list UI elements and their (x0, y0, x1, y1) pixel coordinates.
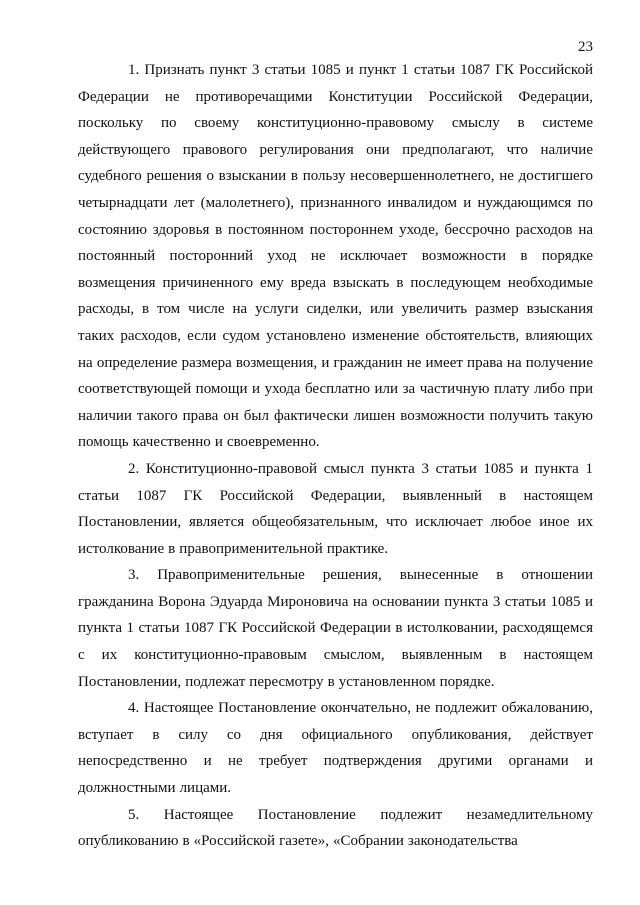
paragraph-3: 3. Правоприменительные решения, вынесенные в отношении гражданина Ворона Эдуарда Мироновича на основании пункта 3 статьи 1085 и пункта 1 статьи 1087 ГК Российской Федерации в истолковании, расходящемся с их конституционно-правовым смыслом, выявленным в настоящем Постановлении, подлежат пересмотру в установленном порядке. (78, 567, 593, 690)
page-number: 23 (578, 39, 593, 55)
paragraph-5: 5. Настоящее Постановление подлежит незамедлительному опубликованию в «Российской газете», «Собрании законодательства (78, 806, 593, 850)
paragraph-4: 4. Настоящее Постановление окончательно, не подлежит обжалованию, вступает в силу со дня официального опубликования, действует непосредственно и не требует подтверждения другими органами и должностными лицами. (78, 700, 593, 797)
paragraph-1: 1. Признать пункт 3 статьи 1085 и пункт 1 статьи 1087 ГК Российской Федерации не противоречащими Конституции Российской Федерации, поскольку по своему конституционно-правовому смыслу в системе действующего правового регулирования они предполагают, что наличие судебного решения о взыскании в пользу несовершеннолетнего, не достигшего четырнадцати лет (малолетнего), признанного инвалидом и нуждающимся по состоянию здоровья в постоянном постороннем уходе, бессрочно расходов на постоянный посторонний уход не исключает возможности в порядке возмещения причиненного ему вреда взыскать в последующем необходимые расходы, в том числе на услуги сиделки, или увеличить размер взыскания таких расходов, если судом установлено изменение обстоятельств, влияющих на определение размера возмещения, и гражданин не имеет права на получение соответствующей помощи и ухода бесплатно или за частичную плату либо при наличии такого права он был фактически лишен возможности получить такую помощь качественно и своевременно. (78, 62, 593, 451)
document-body (78, 57, 593, 855)
paragraph-2: 2. Конституционно-правовой смысл пункта 3 статьи 1085 и пункта 1 статьи 1087 ГК Российской Федерации, выявленный в настоящем Постановлении, является общеобязательным, что исключает любое иное их истолкование в правоприменительной практике. (78, 460, 593, 557)
